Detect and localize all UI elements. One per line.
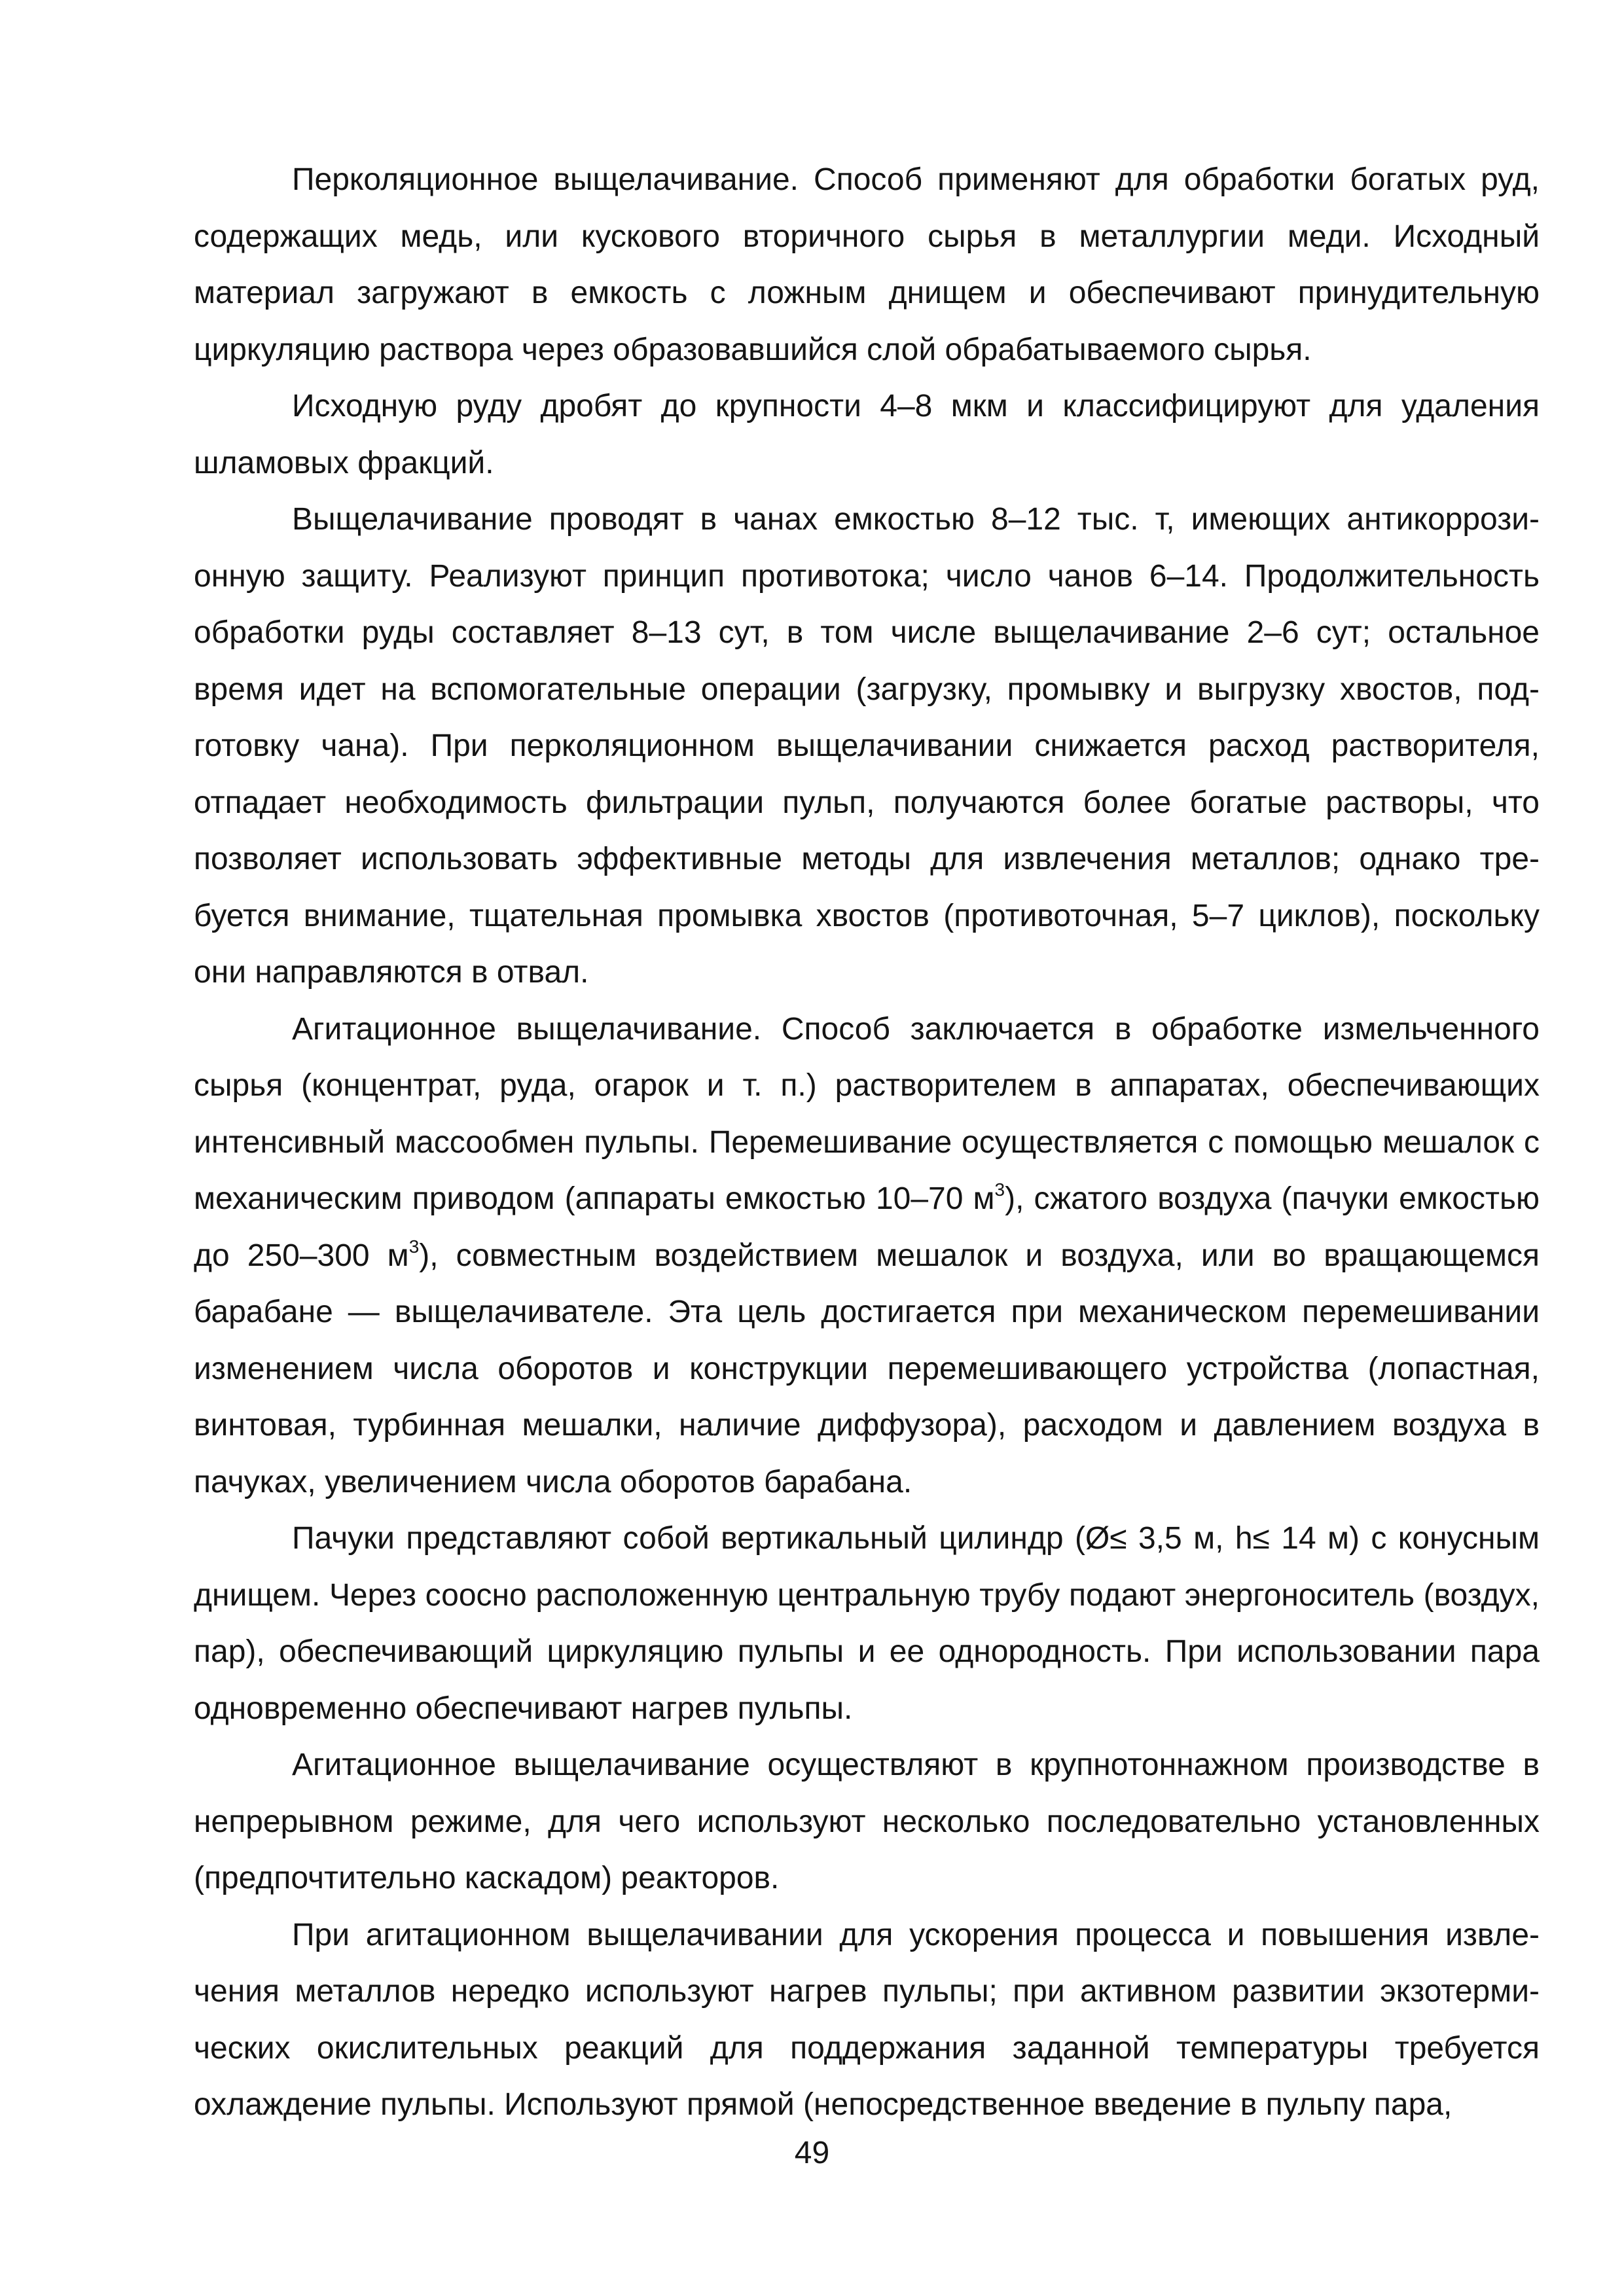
agitation-text-part-2: ), сжатого воздуха (пачуки емкостью до 250–300 м [194, 1181, 1540, 1273]
superscript-cubic-2: 3 [408, 1236, 420, 1257]
paragraph-heating-cooling: При агитационном выщелачивании для ускорения процесса и повышения извлечения металлов нередко используют нагрев пульпы; при активном развитии экзотермических окислительных реакций для поддержания заданной температуры требуется охлаждение пульпы. Используют прямой (непосредственное введение в пульпу пара, [194, 1917, 1540, 2122]
page-number: 49 [794, 2136, 830, 2170]
paragraph-agitation-intro [194, 1001, 1540, 1511]
body-text [194, 152, 1540, 2134]
paragraph-pachuca-description: Пачуки представляют собой вертикальный цилиндр (Ø≤ 3,5 м, h≤ 14 м) с конусным днищем. Через соосно расположенную центральную трубу подают энергоноситель (воздух, пар), обеспечивающий циркуляцию пульпы и ее однородность. При использовании пара одновременно обеспечивают нагрев пульпы. [194, 1521, 1540, 1726]
paragraph-continuous-mode: Агитационное выщелачивание осуществляют в крупнотоннажном производстве в непрерывном режиме, для чего используют несколько последовательно установленных (предпочтительно каскадом) реакторов. [194, 1748, 1540, 1895]
agitation-text-part-1: Агитационное выщелачивание. Способ заключается в обработке измельченного сырья (концентрат, руда, огарок и т. п.) растворителем в аппаратах, обеспечивающих интенсивный массообмен пульпы. Перемешивание осуществляется с помощью мешалок с механическим приводом (аппараты емкостью 10–70 м [194, 1011, 1540, 1216]
paragraph-vat-leaching: Выщелачивание проводят в чанах емкостью 8–12 тыс. т, имеющих антикоррозионную защиту. Реализуют принцип противотока; число чанов 6–14. Продолжительность обработки руды составляет 8–13 сут, в том числе выщелачивание 2–6 сут; остальное время идет на вспомогательные операции (загрузку, промывку и выгрузку хвостов, подготовку чана). При перколяционном выщелачивании снижается расход растворителя, отпадает необходимость фильтрации пульп, получаются более богатые растворы, что позволяет использовать эффективные методы для извлечения металлов; однако требуется внимание, тщательная промывка хвостов (противоточная, 5–7 циклов), поскольку они направляются в отвал. [194, 502, 1540, 990]
superscript-cubic-1: 3 [994, 1179, 1005, 1200]
agitation-text-part-3: ), совместным воздействием мешалок и воздуха, или во вращающемся барабане — выщелачивателе. Эта цель достигается при механическом перемешивании изменением числа оборотов и конструкции перемешивающего устройства (лопастная, винтовая, турбинная мешалки, наличие диффузора), расходом и давлением воздуха в пачуках, увеличением числа оборотов барабана. [194, 1238, 1540, 1499]
paragraph-percolation-intro: Перколяционное выщелачивание. Способ применяют для обработки богатых руд, содержащих медь, или кускового вторичного сырья в металлургии меди. Исходный материал загружают в емкость с ложным днищем и обеспечивают принудительную циркуляцию раствора через образовавшийся слой обрабатываемого сырья. [194, 162, 1540, 367]
paragraph-ore-crushing: Исходную руду дробят до крупности 4–8 мкм и классифицируют для удаления шламовых фракций. [194, 389, 1540, 480]
